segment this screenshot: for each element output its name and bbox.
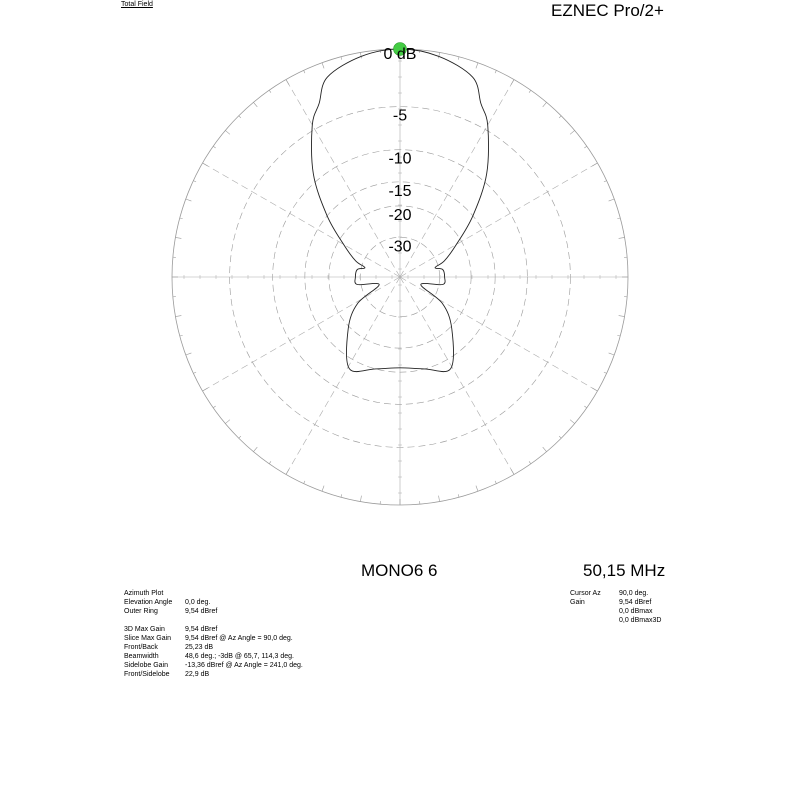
degree-tick xyxy=(213,146,215,148)
cursor-row xyxy=(570,607,661,616)
degree-tick xyxy=(304,70,305,73)
info-key: Front/Back xyxy=(124,644,158,651)
degree-tick xyxy=(203,388,208,391)
degree-tick xyxy=(543,102,547,107)
info-row xyxy=(124,634,303,643)
degree-tick xyxy=(511,80,514,85)
frequency-readout: 50,15 MHz xyxy=(583,561,666,580)
degree-tick xyxy=(203,163,208,166)
degree-tick xyxy=(439,52,440,58)
info-value: 22,9 dB xyxy=(185,671,210,678)
model-name: MONO6 6 xyxy=(361,561,438,580)
degree-tick xyxy=(175,316,181,317)
degree-tick xyxy=(458,494,459,497)
degree-tick xyxy=(617,335,620,336)
cursor-az-value: 90,0 deg. xyxy=(619,590,649,597)
ring-label: -20 xyxy=(388,206,412,224)
degree-tick xyxy=(619,237,625,238)
degree-tick xyxy=(476,63,478,69)
degree-tick xyxy=(592,163,597,166)
info-row xyxy=(124,670,303,679)
degree-tick xyxy=(286,469,289,474)
cursor-gain-label: Gain xyxy=(570,599,585,606)
degree-tick xyxy=(180,335,183,336)
radial-line xyxy=(203,277,400,391)
degree-tick xyxy=(360,52,361,58)
degree-tick xyxy=(511,469,514,474)
degree-tick xyxy=(239,436,241,438)
degree-tick xyxy=(617,218,620,219)
degree-tick xyxy=(269,461,271,463)
degree-tick xyxy=(529,461,531,463)
info-value: 9,54 dBref xyxy=(185,626,218,633)
radial-line xyxy=(400,80,514,277)
ring-label: -10 xyxy=(388,150,412,168)
cursor-row xyxy=(570,616,661,625)
info-key: 3D Max Gain xyxy=(124,626,165,633)
degree-tick xyxy=(592,388,597,391)
degree-tick xyxy=(570,130,575,134)
radial-line xyxy=(400,277,514,474)
degree-tick xyxy=(253,447,257,452)
degree-tick xyxy=(253,102,257,107)
degree-tick xyxy=(269,90,271,92)
cursor-gain-value: 9,54 dBref xyxy=(619,599,652,606)
info-row xyxy=(124,625,303,634)
degree-tick xyxy=(213,406,215,408)
degree-tick xyxy=(476,486,478,492)
info-key: Slice Max Gain xyxy=(124,635,172,642)
radial-line xyxy=(400,277,597,391)
ring-label: 0 dB xyxy=(383,46,417,63)
degree-tick xyxy=(360,496,361,502)
info-key: Outer Ring xyxy=(124,608,158,615)
degree-tick xyxy=(341,57,342,60)
degree-tick xyxy=(175,237,181,238)
info-key: Front/Sidelobe xyxy=(124,671,170,678)
info-value: 0,0 deg. xyxy=(185,599,211,606)
degree-tick xyxy=(570,420,575,424)
degree-tick xyxy=(619,316,625,317)
degree-tick xyxy=(186,353,192,355)
degree-tick xyxy=(584,146,586,148)
ring-label: -5 xyxy=(392,107,408,125)
cursor-info-panel xyxy=(570,589,661,625)
degree-tick xyxy=(543,447,547,452)
degree-tick xyxy=(322,63,324,69)
degree-tick xyxy=(322,486,324,492)
cursor-az-label: Cursor Az xyxy=(570,590,601,597)
degree-tick xyxy=(225,130,230,134)
degree-tick xyxy=(439,496,440,502)
info-row xyxy=(124,598,303,607)
view-label: Total Field xyxy=(121,1,153,8)
info-row xyxy=(124,661,303,670)
degree-tick xyxy=(286,80,289,85)
info-value: -13,36 dBref @ Az Angle = 241,0 deg. xyxy=(185,662,303,669)
cursor-gain-value: 0,0 dBmax3D xyxy=(619,617,662,624)
degree-tick xyxy=(584,406,586,408)
degree-tick xyxy=(604,181,607,182)
degree-tick xyxy=(559,116,561,118)
plot-info-panel xyxy=(124,589,303,679)
info-key: Beamwidth xyxy=(124,653,159,660)
degree-tick xyxy=(495,481,496,484)
degree-tick xyxy=(186,199,192,201)
degree-tick xyxy=(341,494,342,497)
radial-line xyxy=(286,80,400,277)
degree-tick xyxy=(609,353,615,355)
degree-tick xyxy=(193,181,196,182)
info-value: 25,23 dB xyxy=(185,644,214,651)
degree-tick xyxy=(304,481,305,484)
info-value: 9,54 dBref @ Az Angle = 90,0 deg. xyxy=(185,635,293,642)
degree-tick xyxy=(559,436,561,438)
plot-type-title: Azimuth Plot xyxy=(124,590,164,597)
info-value: 48,6 deg.; -3dB @ 65,7, 114,3 deg. xyxy=(185,653,294,660)
info-value: 9,54 dBref xyxy=(185,608,218,615)
radial-line xyxy=(203,163,400,277)
degree-tick xyxy=(458,57,459,60)
degree-tick xyxy=(604,372,607,373)
info-key: Sidelobe Gain xyxy=(124,662,168,669)
info-row xyxy=(124,643,303,652)
degree-tick xyxy=(495,70,496,73)
degree-tick xyxy=(180,218,183,219)
app-title: EZNEC Pro/2+ xyxy=(551,1,664,20)
degree-tick xyxy=(609,199,615,201)
ring-label: -15 xyxy=(388,182,412,200)
degree-tick xyxy=(529,90,531,92)
degree-tick xyxy=(239,116,241,118)
info-row xyxy=(124,607,303,616)
cursor-row xyxy=(570,589,661,598)
radial-line xyxy=(286,277,400,474)
cursor-gain-value: 0,0 dBmax xyxy=(619,608,653,615)
degree-tick xyxy=(225,420,230,424)
cursor-row xyxy=(570,598,661,607)
degree-tick xyxy=(193,372,196,373)
radial-line xyxy=(400,163,597,277)
info-row xyxy=(124,652,303,661)
info-key: Elevation Angle xyxy=(124,599,173,606)
ring-label: -30 xyxy=(388,238,412,256)
